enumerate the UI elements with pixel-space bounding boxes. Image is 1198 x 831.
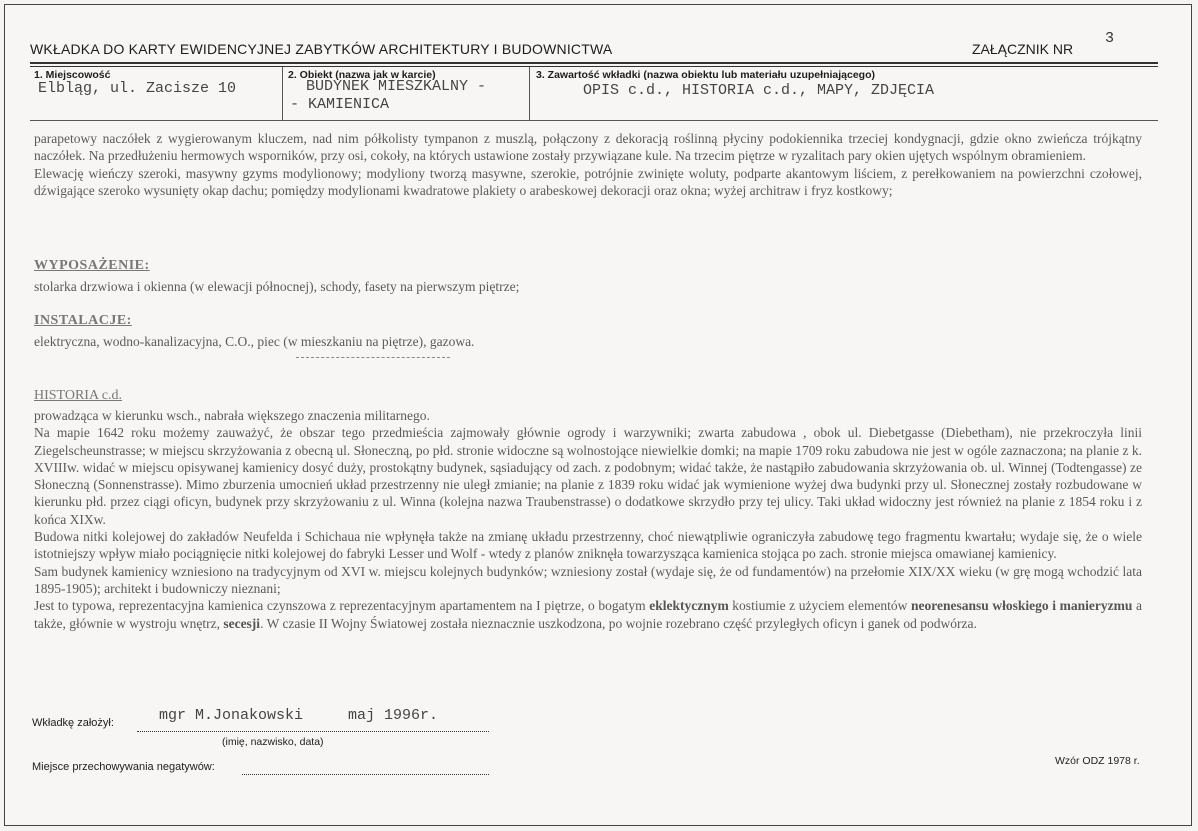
form-model: Wzór ODZ 1978 r. (1055, 755, 1140, 767)
contents-label: 3. Zawartość wkładki (nazwa obiektu lub materiału uzupełniającego) (536, 69, 875, 81)
annex-number: 3 (1105, 30, 1115, 47)
locality-label: 1. Miejscowość (34, 69, 111, 81)
locality-value[interactable]: Elbląg, ul. Zacisze 10 (38, 80, 237, 97)
description-paragraph: Elewację wieńczy szeroki, masywny gzyms modylionowy; modyliony tworzą masywne, szerokie, potrójnie zwinięte woluty, podparte akantowym liściem, z perełkowaniem na powierzchni czołowej, dźwigające szeroko wysunięty okap dachu; pomiędzy modylionami kwadratowe plakiety o arabeskowej dekoracji oraz okna; wyżej architraw i fryz kostkowy; (34, 165, 1142, 198)
created-by-line (137, 731, 489, 732)
history-run: kostiumie z użyciem elementów (728, 598, 911, 614)
equipment-heading: WYPOSAŻENIE: (34, 258, 150, 273)
history-emphasis: secesji (223, 615, 261, 631)
installations-heading: INSTALACJE: (34, 313, 132, 328)
separator-line (296, 357, 450, 358)
history-emphasis: neorenesansu włoskiego i manieryzmu (911, 598, 1133, 614)
object-value-line-2[interactable]: - KAMIENICA (290, 96, 390, 113)
description-text (34, 130, 1142, 199)
history-paragraph (34, 597, 1142, 632)
installations-text: elektryczna, wodno-kanalizacyjna, C.O., piec (w mieszkaniu na piętrze), gazowa. (34, 334, 475, 349)
header-rule-thin (30, 66, 1158, 67)
history-run: Jest to typowa, reprezentacyjna kamienica czynszowa z reprezentacyjnym apartamentem na I piętrze, o bogatym (34, 598, 650, 614)
annex-label: ZAŁĄCZNIK NR (972, 41, 1074, 57)
object-label: 2. Obiekt (nazwa jak w karcie) (288, 69, 436, 81)
negatives-label: Miejsce przechowywania negatywów: (32, 761, 215, 773)
history-paragraph: prowadząca w kierunku wsch., nabrała większego znaczenia militarnego. (34, 408, 430, 423)
history-paragraph: Na mapie 1642 roku możemy zauważyć, że obszar tego przedmieścia zajmowały głównie ogrody i warzywniki; zwarta zabudowa , obok ul. Diebetgasse (Diebetham), nie przekroczyła linii Ziegelscheunstrasse; w miejscu skrzyżowania z obecną ul. Słoneczną, po płd. stronie widoczne są wolnostojące niewielkie domki; na mapie 1709 roku zabudowa nie jest w ogóle zaznaczona; na planie z k. XVIIIw. widać w miejscu opisywanej kamienicy dosyć duży, prostokątny budynek, sąsiadujący od zach. z podobnym; widać także, że nastąpiło zabudowania skrzyżowania ob. ul. Winnej (Todtengasse) ze Słoneczną (Sonnenstrasse). Mimo zburzenia umocnień układ przestrzenny nie uległ zmianie; na planie z 1839 roku widać jak wymienione wyżej dwa budynki przy ul. Słonecznej zostały rozbudowane w kierunku płd. przez ciągi oficyn, budynek przy skrzyżowaniu z ul. Winna (kolejna nazwa Traubenstrasse) o dodatkowe skrzydło przy tej ulicy. Taki układ widoczny jest również na planie z 1854 roku i z końca XIXw. (34, 425, 1142, 527)
description-paragraph: parapetowy naczółek z wygierowanym kluczem, nad nim półkolisty tympanon z muszlą, połączony z dekoracją roślinną płyciny podokiennika trzeciej kondygnacji, gdzie okno zwieńcza trójkątny naczółek. Na przedłużeniu hermowych wsporników, przy osi, cokoły, na których ustawione zostały przywiązane kule. Na trzecim piętrze w ryzalitach pary okien ujętych wspólnym obramieniem. (34, 131, 1142, 164)
history-heading: HISTORIA c.d. (34, 388, 123, 403)
history-run: a także, głównie w wystroju wnętrz, (34, 598, 1142, 631)
header-rule (30, 62, 1158, 64)
equipment-text: stolarka drzwiowa i okienna (w elewacji północnej), schody, fasety na pierwszym piętrze; (34, 279, 520, 294)
created-by-value[interactable]: mgr M.Jonakowski maj 1996r. (159, 707, 439, 724)
field-divider (529, 67, 530, 120)
created-by-hint: (imię, nazwisko, data) (222, 736, 324, 748)
history-text (34, 407, 1142, 632)
object-value-line-1[interactable]: BUDYNEK MIESZKALNY - (306, 78, 487, 95)
field-divider (282, 67, 283, 120)
history-emphasis: eklektycznym (649, 598, 729, 614)
created-by-label: Wkładkę założył: (32, 717, 114, 729)
contents-value[interactable]: OPIS c.d., HISTORIA c.d., MAPY, ZDJĘCIA (583, 82, 935, 99)
history-paragraph: Budowa nitki kolejowej do zakładów Neufelda i Schichaua nie wpłynęła także na zmianę układu przestrzenny, choć niewątpliwie ograniczyła zabudowę tego fragmentu kwartału; wydaje się, że o wiele istotniejszy wpływ miało pociągnięcie nitki kolejowej do fabryki Lesser und Wolf - wtedy z planów zniknęła towarzysząca kamienica stojąca po zach. stronie miejsca omawianej kamienicy. (34, 529, 1142, 562)
form-title: WKŁADKA DO KARTY EWIDENCYJNEJ ZABYTKÓW ARCHITEKTURY I BUDOWNICTWA (30, 41, 613, 57)
history-run: . W czasie II Wojny Światowej została nieznacznie uszkodzona, po wojnie rozebrano część przyległych oficyn i ganek od podwórza. (260, 615, 977, 631)
history-paragraph: Sam budynek kamienicy wzniesiono na tradycyjnym od XVI w. miejscu kolejnych budynków; wzniesiony został (wydaje się, że od fundamentów) na przełomie XIX/XX wieku (w grę mogą wchodzić lata 1895-1905); architekt i budowniczy nieznani; (34, 563, 1142, 596)
negatives-line (242, 774, 489, 775)
fields-rule (30, 120, 1158, 121)
